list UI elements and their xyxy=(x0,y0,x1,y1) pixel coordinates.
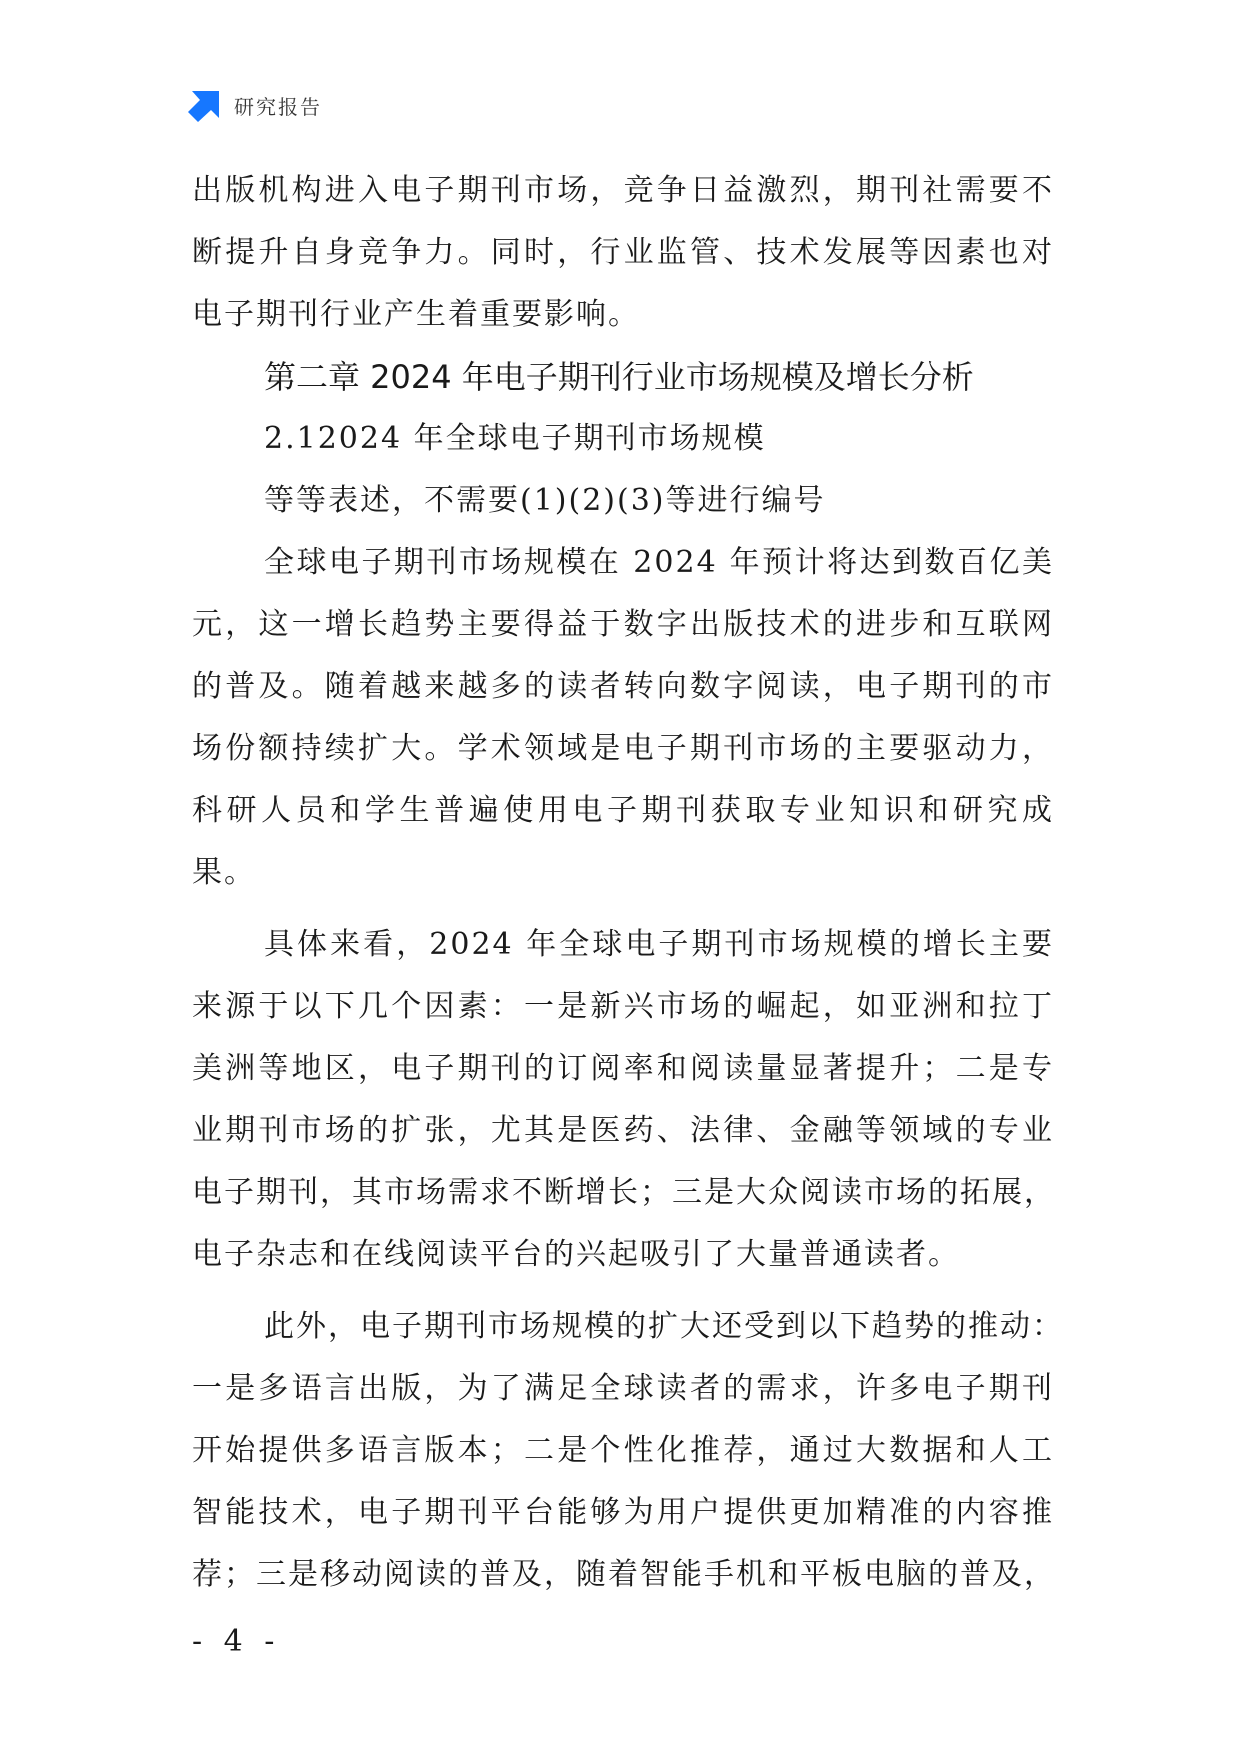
body-line: 的普及。随着越来越多的读者转向数字阅读，电子期刊的市 xyxy=(192,669,1054,704)
body-line: 业期刊市场的扩张，尤其是医药、法律、金融等领域的专业 xyxy=(192,1113,1054,1148)
page-number: - 4 - xyxy=(192,1624,281,1659)
body-line: 荐；三是移动阅读的普及，随着智能手机和平板电脑的普及， xyxy=(192,1557,1056,1592)
body-line: 场份额持续扩大。学术领域是电子期刊市场的主要驱动力， xyxy=(192,731,1054,766)
arrow-up-right-icon xyxy=(188,88,222,122)
body-line: 美洲等地区，电子期刊的订阅率和阅读量显著提升；二是专 xyxy=(192,1051,1054,1086)
body-line: 科研人员和学生普遍使用电子期刊获取专业知识和研究成 xyxy=(192,793,1054,828)
body-line: 一是多语言出版，为了满足全球读者的需求，许多电子期刊 xyxy=(192,1371,1054,1406)
body-line: 来源于以下几个因素：一是新兴市场的崛起，如亚洲和拉丁 xyxy=(192,989,1054,1024)
body-line: 智能技术，电子期刊平台能够为用户提供更加精准的内容推 xyxy=(192,1495,1054,1530)
body-line: 出版机构进入电子期刊市场，竞争日益激烈，期刊社需要不 xyxy=(192,173,1054,208)
section-heading: 2.12024 年全球电子期刊市场规模 xyxy=(264,421,766,456)
body-line: 电子期刊行业产生着重要影响。 xyxy=(192,297,640,332)
body-line: 此外，电子期刊市场规模的扩大还受到以下趋势的推动： xyxy=(264,1309,1064,1344)
body-line: 果。 xyxy=(192,855,256,890)
body-line: 元，这一增长趋势主要得益于数字出版技术的进步和互联网 xyxy=(192,607,1054,642)
page-header xyxy=(188,88,322,122)
body-line: 断提升自身竞争力。同时，行业监管、技术发展等因素也对 xyxy=(192,235,1054,270)
body-line: 电子期刊，其市场需求不断增长；三是大众阅读市场的拓展， xyxy=(192,1175,1056,1210)
body-line: 电子杂志和在线阅读平台的兴起吸引了大量普通读者。 xyxy=(192,1237,960,1272)
body-line: 开始提供多语言版本；二是个性化推荐，通过大数据和人工 xyxy=(192,1433,1054,1468)
instruction-note: 等等表述，不需要(1)(2)(3)等进行编号 xyxy=(264,483,826,518)
chapter-heading: 第二章 2024 年电子期刊行业市场规模及增长分析 xyxy=(264,358,974,396)
document-body xyxy=(192,160,1064,1606)
body-line: 全球电子期刊市场规模在 2024 年预计将达到数百亿美 xyxy=(264,545,1054,580)
header-title: 研究报告 xyxy=(234,94,322,119)
body-line: 具体来看，2024 年全球电子期刊市场规模的增长主要 xyxy=(264,927,1054,962)
